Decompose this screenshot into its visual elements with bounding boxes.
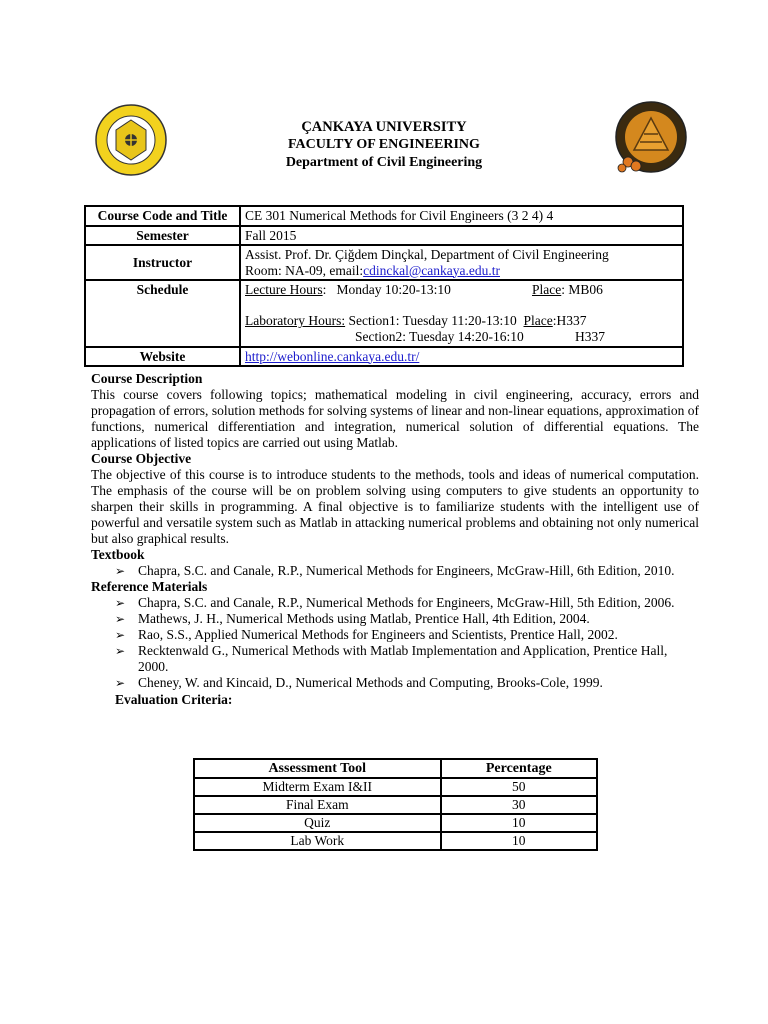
arrow-bullet-icon: ➢ <box>115 612 126 626</box>
percentage-cell: 50 <box>441 778 597 796</box>
assessment-tool-cell: Quiz <box>194 814 441 832</box>
evaluation-title: Evaluation Criteria: <box>115 692 233 707</box>
table-row <box>194 778 597 796</box>
semester-row <box>85 226 683 246</box>
lab-hours-label: Laboratory Hours: <box>245 313 346 328</box>
lecture-line <box>245 282 678 298</box>
instructor-contact <box>245 263 678 279</box>
lecture-place <box>532 282 603 298</box>
evaluation-table <box>193 758 598 851</box>
arrow-bullet-icon: ➢ <box>115 596 126 610</box>
semester-value: Fall 2015 <box>240 226 683 246</box>
percentage-cell: 30 <box>441 796 597 814</box>
lab-place-1: :H337 <box>552 313 587 328</box>
objective-title: Course Objective <box>91 451 192 466</box>
course-row <box>85 206 683 226</box>
instructor-room: Room: NA-09, email: <box>245 262 364 278</box>
schedule-row <box>85 280 683 347</box>
assessment-tool-cell: Final Exam <box>194 796 441 814</box>
schedule-label: Schedule <box>85 280 240 347</box>
website-row <box>85 347 683 367</box>
textbook-list <box>91 563 699 579</box>
arrow-bullet-icon: ➢ <box>115 676 126 690</box>
syllabus-body <box>91 371 699 708</box>
lab-section-1: Section1: Tuesday 11:20-13:10 <box>345 313 524 328</box>
lecture-place-value: : MB06 <box>561 282 603 297</box>
instructor-email-link[interactable]: cdinckal@cankaya.edu.tr <box>363 262 500 278</box>
instructor-label: Instructor <box>85 245 240 280</box>
list-item: ➢ Rao, S.S., Applied Numerical Methods for Engineers and Scientists, Prentice Hall, 2002. <box>115 627 618 642</box>
arrow-bullet-icon: ➢ <box>115 628 126 642</box>
table-row <box>194 814 597 832</box>
evaluation-header-row <box>194 759 597 778</box>
assessment-tool-header: Assessment Tool <box>194 759 441 778</box>
instructor-name: Assist. Prof. Dr. Çiğdem Dinçkal, Department of Civil Engineering <box>245 247 609 262</box>
lecture-place-label: Place <box>532 282 562 297</box>
references-title: Reference Materials <box>91 579 208 594</box>
list-item: ➢ Recktenwald G., Numerical Methods with Matlab Implementation and Application, Prentice Hall, 2000. <box>115 643 668 674</box>
course-code-label: Course Code and Title <box>85 206 240 226</box>
schedule-value <box>240 280 683 347</box>
department-name: Department of Civil Engineering <box>285 155 483 170</box>
table-row <box>194 796 597 814</box>
lab-line-2 <box>245 329 678 345</box>
semester-label: Semester <box>85 226 240 246</box>
faculty-name: FACULTY OF ENGINEERING <box>288 137 480 152</box>
lecture-hours-label: Lecture Hours <box>245 282 323 297</box>
university-name: ÇANKAYA UNIVERSITY <box>301 119 467 135</box>
lecture-time: : Monday 10:20-13:10 <box>322 282 451 297</box>
description-title: Course Description <box>91 371 203 386</box>
list-item: ➢ Chapra, S.C. and Canale, R.P., Numerical Methods for Engineers, McGraw-Hill, 5th Edition, 2006. <box>115 595 675 610</box>
lab-place-2: H337 <box>575 328 605 344</box>
instructor-row <box>85 245 683 280</box>
course-info-table <box>84 205 684 367</box>
arrow-bullet-icon: ➢ <box>115 564 126 578</box>
website-link[interactable]: http://webonline.cankaya.edu.tr/ <box>245 348 420 364</box>
list-item: ➢ Chapra, S.C. and Canale, R.P., Numerical Methods for Engineers, McGraw-Hill, 6th Edition, 2010. <box>115 563 675 578</box>
arrow-bullet-icon: ➢ <box>115 644 126 658</box>
website-label: Website <box>85 347 240 367</box>
table-row <box>194 832 597 850</box>
assessment-tool-cell: Lab Work <box>194 832 441 850</box>
course-code-value: CE 301 Numerical Methods for Civil Engineers (3 2 4) 4 <box>240 206 683 226</box>
percentage-cell: 10 <box>441 832 597 850</box>
lab-line-1 <box>245 313 678 329</box>
website-value <box>240 347 683 367</box>
percentage-header: Percentage <box>441 759 597 778</box>
references-list <box>91 595 699 691</box>
textbook-title: Textbook <box>91 547 145 562</box>
instructor-value <box>240 245 683 280</box>
lab-place-label: Place <box>523 313 553 328</box>
lab-section-2: Section2: Tuesday 14:20-16:10 <box>355 328 524 344</box>
list-item: ➢ Mathews, J. H., Numerical Methods using Matlab, Prentice Hall, 4th Edition, 2004. <box>115 611 590 626</box>
objective-text: The objective of this course is to introduce students to the methods, tools and ideas of numerical computation. The emphasis of the course will be on problem solving using computers to give students an opportunity to sharpen their skills in programming. A final objective is to familiarize students with the intelligent use of powerful and versatile system such as Matlab in attacking numerical problems and obtaining not only numerical but also graphical results. <box>91 467 699 546</box>
list-item: ➢ Cheney, W. and Kincaid, D., Numerical Methods and Computing, Brooks-Cole, 1999. <box>115 675 603 690</box>
description-text: This course covers following topics; mathematical modeling in civil engineering, accuracy, errors and propagation of errors, solution methods for solving systems of linear and non-linear equations, approximation of functions, numerical differentiation and integration, numerical solution of differential equations. The applications of listed topics are carried out using Matlab. <box>91 387 699 450</box>
assessment-tool-cell: Midterm Exam I&II <box>194 778 441 796</box>
percentage-cell: 10 <box>441 814 597 832</box>
document-header <box>0 118 768 172</box>
